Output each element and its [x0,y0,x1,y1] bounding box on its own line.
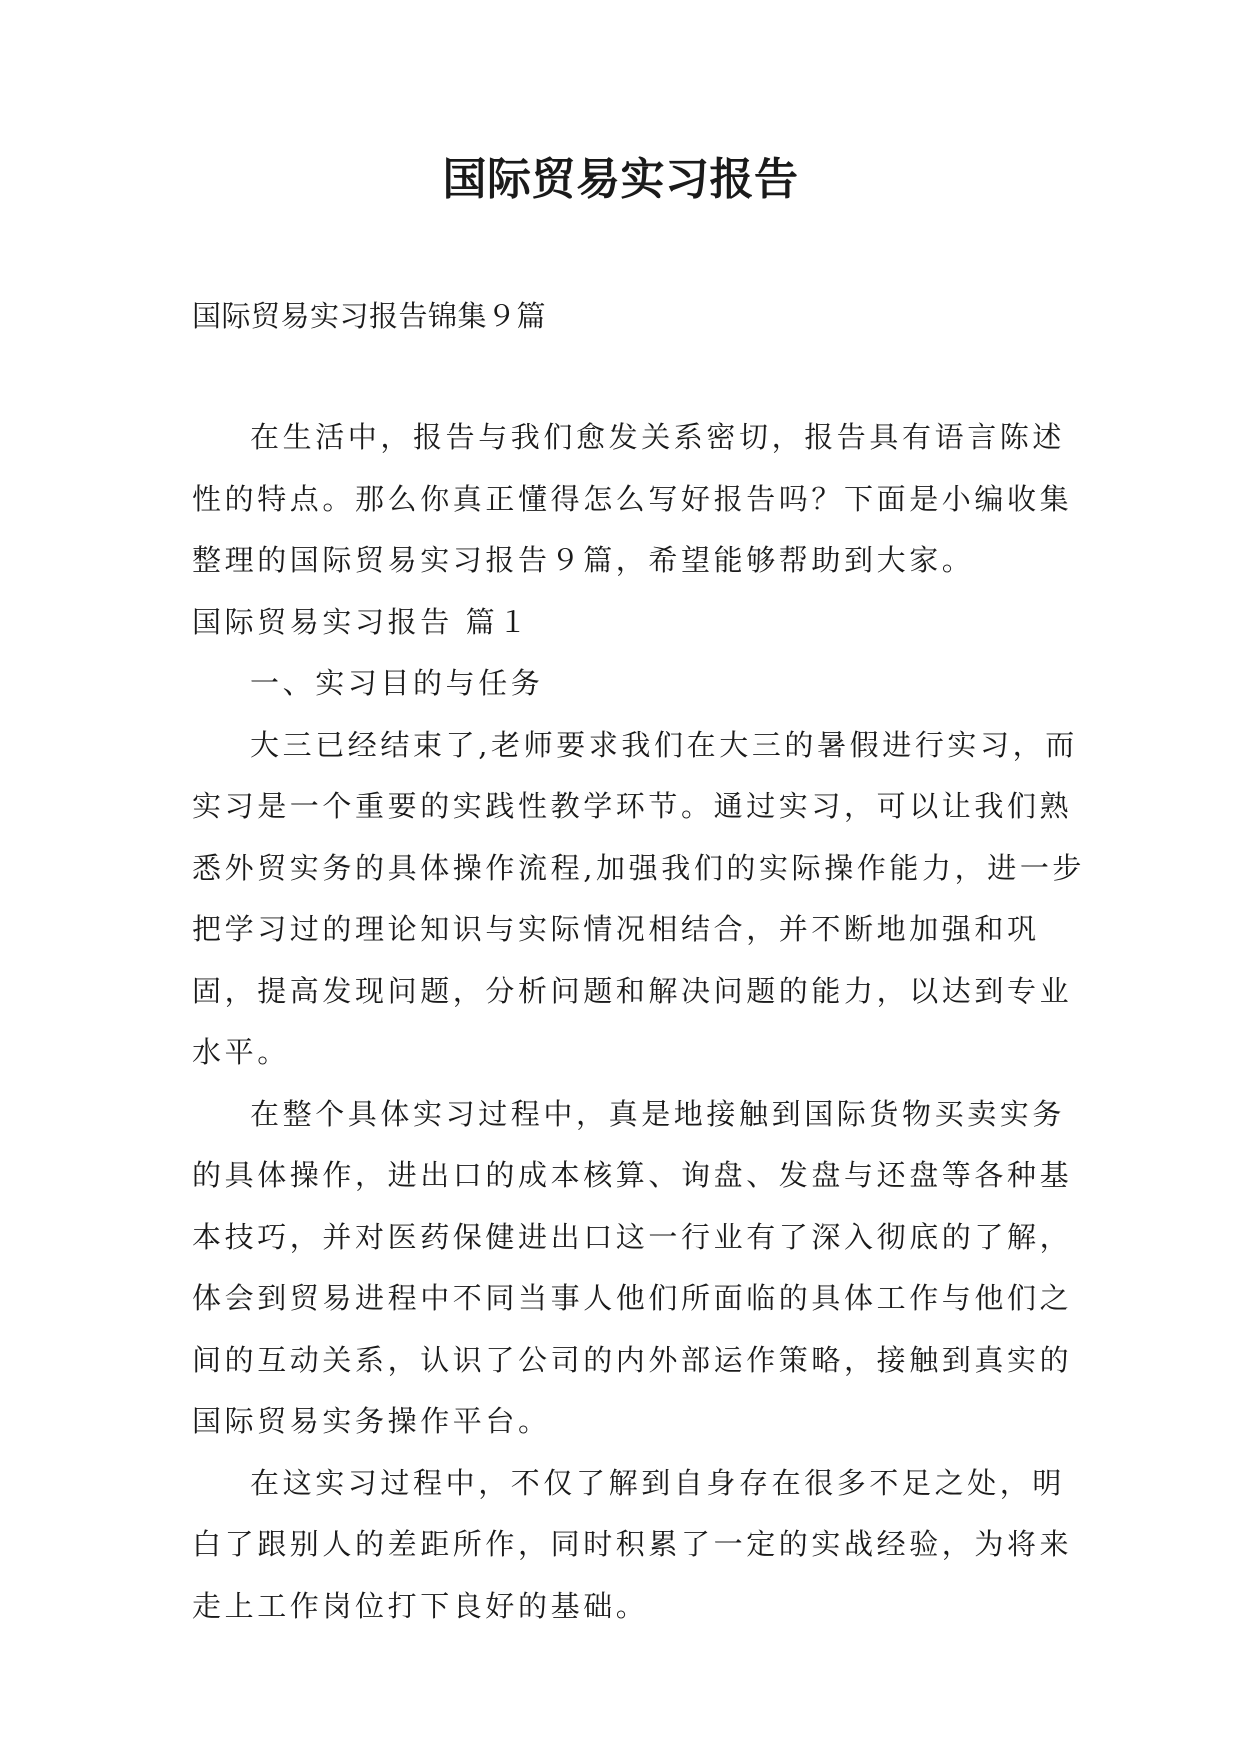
section-heading: 国际贸易实习报告 篇１ [192,604,531,639]
paragraph: 在整个具体实习过程中，真是地接触到国际货物买卖实务的具体操作，进出口的成本核算、询盘、发盘与还盘等各种基本技巧，并对医药保健进出口这一行业有了深入彻底的了解，体会到贸易进程中不同当事人他们所面临的具体工作与他们之间的互动关系，认识了公司的内外部运作策略，接触到真实的国际贸易实务操作平台。 [192,1096,1073,1438]
document-title: 国际贸易实习报告 [442,154,799,205]
subsection-heading: 一、实习目的与任务 [250,666,544,700]
paragraph: 大三已经结束了,老师要求我们在大三的暑假进行实习，而实习是一个重要的实践性教学环节。通过实习，可以让我们熟悉外贸实务的具体操作流程,加强我们的实际操作能力，进一步把学习过的理论知识与实际情况相结合，并不断地加强和巩固，提高发现问题，分析问题和解决问题的能力，以达到专业水平。 [192,727,1086,1069]
document-subtitle: 国际贸易实习报告锦集９篇 [192,299,547,333]
paragraph: 在这实习过程中，不仅了解到自身存在很多不足之处，明白了跟别人的差距所作，同时积累了一定的实战经验，为将来走上工作岗位打下良好的基础。 [192,1465,1073,1623]
paragraph-intro: 在生活中，报告与我们愈发关系密切，报告具有语言陈述性的特点。那么你真正懂得怎么写好报告吗？下面是小编收集整理的国际贸易实习报告９篇，希望能够帮助到大家。 [192,420,1073,577]
document-body [192,407,1092,1637]
